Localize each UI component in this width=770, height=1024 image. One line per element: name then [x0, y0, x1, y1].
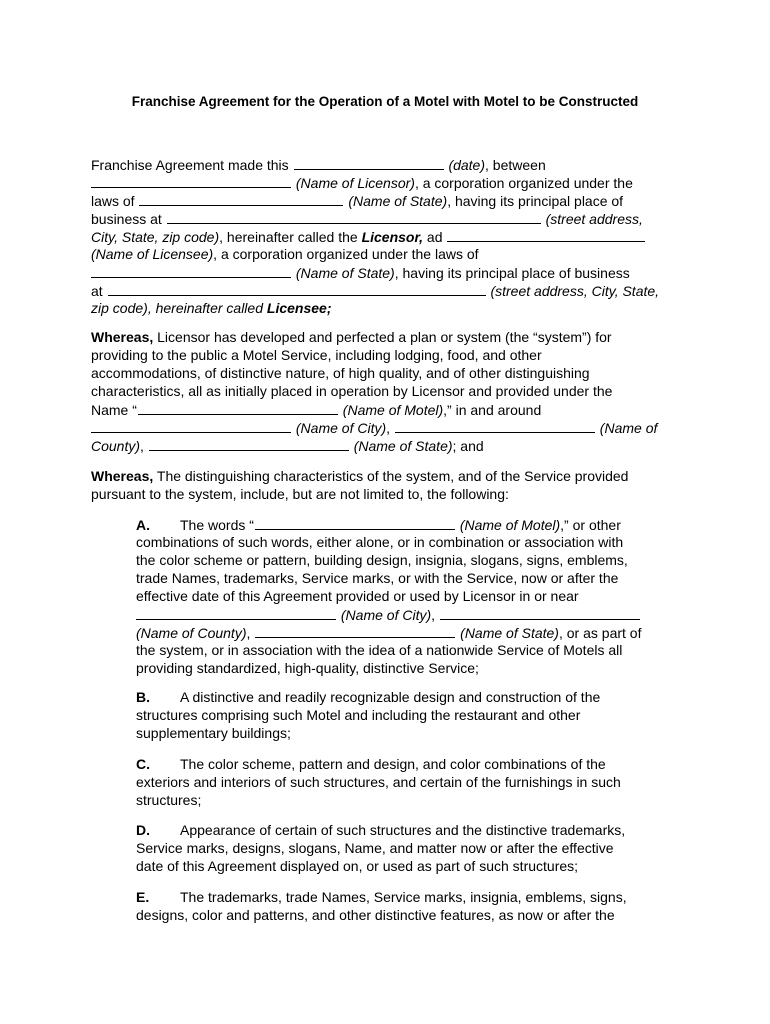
preamble-text: laws of — [91, 193, 135, 209]
whereas-text: , — [386, 420, 391, 436]
whereas-text: characteristics, all as initially placed in operation by Licensor and provided under the — [91, 383, 613, 399]
date-placeholder: (date) — [448, 157, 486, 173]
state-placeholder: (Name of State) — [353, 438, 453, 454]
preamble-text: business at — [91, 211, 162, 227]
preamble-text: , between — [485, 157, 546, 173]
whereas-text: ; and — [452, 438, 484, 454]
city-blank[interactable] — [136, 605, 336, 620]
item-text: A distinctive and readily recognizable design and construction of the — [180, 689, 601, 705]
street-address-placeholder: City, State, zip code) — [91, 229, 220, 245]
preamble-text: , having its principal place of — [447, 193, 624, 209]
whereas-text: accommodations, of distinctive nature, of high quality, and of other distinguishing — [91, 365, 590, 381]
county-placeholder: (Name of — [599, 420, 658, 436]
street-address-placeholder: (street address, City, State, — [490, 283, 660, 299]
whereas-label: Whereas, — [91, 329, 154, 345]
item-text: date of this Agreement displayed on, or used as part of such structures; — [136, 858, 579, 874]
preamble-paragraph — [91, 155, 681, 317]
item-letter: C. — [136, 756, 150, 772]
list-item-e — [136, 888, 676, 924]
preamble-text: , having its principal place of business — [394, 265, 630, 281]
item-text: Service marks, designs, slogans, Name, and matter now or after the effective — [136, 840, 614, 856]
item-text: the system, or in association with the idea of a nationwide Service of Motels all — [136, 642, 623, 658]
item-text: the color scheme or pattern, building design, insignia, slogans, signs, emblems, — [136, 552, 628, 568]
item-text: trade Names, trademarks, Service marks, or with the Service, now or after the — [136, 570, 619, 586]
list-item-a — [136, 515, 676, 677]
item-text: effective date of this Agreement provided or used by Licensor in or near — [136, 588, 579, 604]
preamble-text: at — [91, 283, 103, 299]
item-text: , — [246, 625, 251, 641]
item-text: The words “ — [180, 517, 254, 533]
state-blank[interactable] — [149, 436, 349, 451]
licensee-term: Licensee; — [266, 300, 332, 316]
county-placeholder: County) — [91, 438, 141, 454]
whereas-text: ,” in and around — [443, 402, 542, 418]
whereas-text: pursuant to the system, include, but are not limited to, the following: — [91, 486, 509, 502]
item-letter: A. — [136, 517, 150, 533]
motel-name-blank[interactable] — [255, 515, 455, 530]
licensor-term: Licensor, — [361, 229, 424, 245]
city-blank[interactable] — [91, 418, 291, 433]
whereas-text: The distinguishing characteristics of the system, and of the Service provided — [153, 468, 629, 484]
item-text: , — [431, 607, 436, 623]
state-placeholder: (Name of State) — [295, 265, 395, 281]
item-text: Appearance of certain of such structures and the distinctive trademarks, — [180, 822, 626, 838]
item-text: structures; — [136, 792, 202, 808]
licensee-name-blank[interactable] — [447, 227, 645, 242]
item-text: , or as part of — [558, 625, 642, 641]
street-address-placeholder: zip code) — [91, 300, 148, 316]
county-placeholder: (Name of County) — [136, 625, 247, 641]
preamble-text: , hereinafter called the — [219, 229, 358, 245]
motel-placeholder: (Name of Motel) — [342, 402, 444, 418]
document-title: Franchise Agreement for the Operation of a Motel with Motel to be Constructed — [131, 94, 639, 109]
state-blank[interactable] — [255, 623, 455, 638]
state-blank[interactable] — [91, 263, 291, 278]
licensor-name-blank[interactable] — [91, 173, 291, 188]
motel-name-blank[interactable] — [138, 400, 338, 415]
street-address-blank[interactable] — [167, 209, 541, 224]
state-placeholder: (Name of State) — [348, 193, 448, 209]
date-blank[interactable] — [294, 155, 444, 170]
item-letter: E. — [136, 889, 150, 905]
licensor-placeholder: (Name of Licensor) — [295, 175, 415, 191]
item-text: providing standardized, high-quality, distinctive Service; — [136, 660, 479, 676]
list-item-b — [136, 688, 676, 742]
item-text: structures comprising such Motel and including the restaurant and other — [136, 707, 581, 723]
whereas-text: Licensor has developed and perfected a plan or system (the “system”) for — [153, 329, 612, 345]
list-item-d — [136, 821, 676, 875]
state-blank[interactable] — [139, 191, 343, 206]
licensee-placeholder: (Name of Licensee) — [91, 246, 214, 262]
preamble-text: , hereinafter called — [147, 300, 263, 316]
item-text: exteriors and interiors of such structures, and certain of the furnishings in such — [136, 774, 621, 790]
whereas-paragraph-2 — [91, 467, 681, 503]
state-placeholder: (Name of State) — [460, 625, 559, 641]
item-text: combinations of such words, either alone, or in combination or association with — [136, 534, 624, 550]
whereas-text: , — [140, 438, 144, 454]
street-address-placeholder: (street address, — [545, 211, 643, 227]
item-text: designs, color and patterns, and other distinctive features, as now or after the — [136, 907, 615, 923]
list-item-c — [136, 755, 676, 809]
whereas-text: Name “ — [91, 402, 137, 418]
item-text: supplementary buildings; — [136, 725, 291, 741]
preamble-text: Franchise Agreement made this — [91, 157, 289, 173]
county-blank[interactable] — [440, 605, 640, 620]
city-placeholder: (Name of City) — [340, 607, 432, 623]
item-text: The trademarks, trade Names, Service marks, insignia, emblems, signs, — [180, 889, 627, 905]
city-placeholder: (Name of City) — [295, 420, 387, 436]
whereas-text: providing to the public a Motel Service, including lodging, food, and other — [91, 347, 542, 363]
whereas-paragraph-1 — [91, 328, 681, 454]
preamble-text: , a corporation organized under the laws of — [213, 246, 479, 262]
street-address-blank[interactable] — [108, 281, 486, 296]
preamble-text: , a corporation organized under the — [414, 175, 633, 191]
preamble-text: ad — [426, 229, 443, 245]
county-blank[interactable] — [395, 418, 595, 433]
whereas-label: Whereas, — [91, 468, 154, 484]
item-text: ,” or other — [560, 517, 621, 533]
item-letter: B. — [136, 689, 150, 705]
item-text: The color scheme, pattern and design, and color combinations of the — [180, 756, 606, 772]
motel-placeholder: (Name of Motel) — [459, 517, 561, 533]
item-letter: D. — [136, 822, 150, 838]
